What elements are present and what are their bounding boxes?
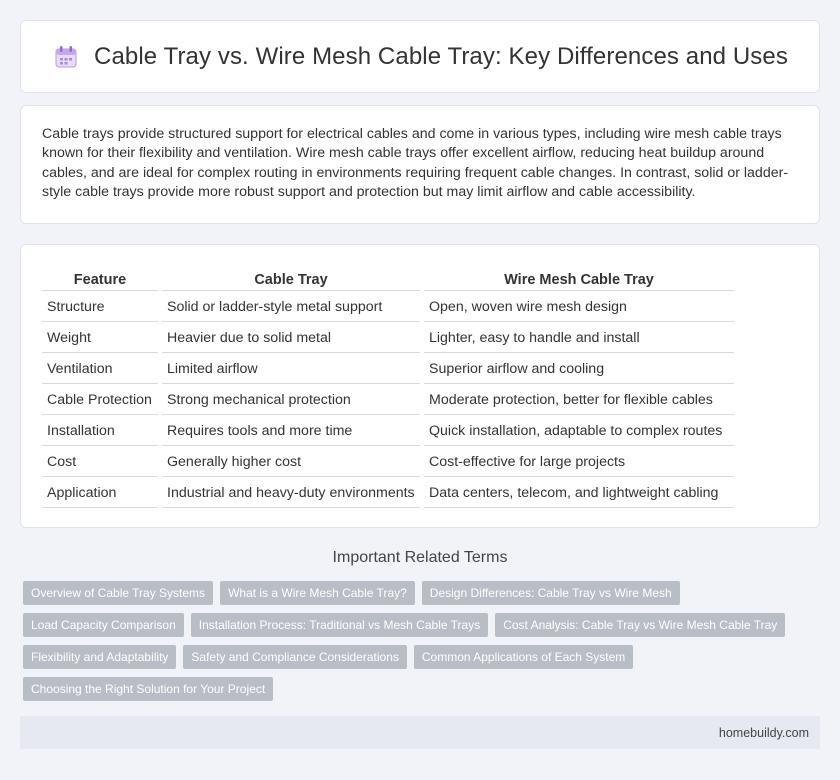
related-terms-title: Important Related Terms [332, 549, 508, 566]
comparison-card [20, 244, 820, 528]
table-row [42, 448, 734, 477]
cell-cable-tray: Limited airflow [162, 355, 420, 384]
related-tag[interactable]: Common Applications of Each System [414, 645, 633, 669]
related-tag[interactable]: Safety and Compliance Considerations [183, 645, 406, 669]
table-row [42, 479, 734, 508]
cell-feature: Weight [42, 324, 158, 353]
related-tag[interactable]: Choosing the Right Solution for Your Project [23, 677, 273, 701]
table-row [42, 386, 734, 415]
cell-wire-mesh: Open, woven wire mesh design [424, 293, 734, 322]
cell-feature: Cable Protection [42, 386, 158, 415]
title-wrap [52, 43, 788, 71]
cell-cable-tray: Strong mechanical protection [162, 386, 420, 415]
related-tag[interactable]: Installation Process: Traditional vs Mesh Cable Trays [191, 613, 488, 637]
cell-cable-tray: Solid or ladder-style metal support [162, 293, 420, 322]
cell-feature: Cost [42, 448, 158, 477]
cell-cable-tray: Heavier due to solid metal [162, 324, 420, 353]
related-tag[interactable]: Cost Analysis: Cable Tray vs Wire Mesh Cable Tray [495, 613, 785, 637]
header-wire-mesh: Wire Mesh Cable Tray [424, 269, 734, 291]
table-row [42, 324, 734, 353]
related-tag[interactable]: Flexibility and Adaptability [23, 645, 176, 669]
table-row [42, 417, 734, 446]
tag-row [23, 677, 813, 701]
table-row [42, 355, 734, 384]
cell-wire-mesh: Cost-effective for large projects [424, 448, 734, 477]
calendar-icon [52, 43, 80, 71]
cell-wire-mesh: Quick installation, adaptable to complex routes [424, 417, 734, 446]
cell-wire-mesh: Data centers, telecom, and lightweight cabling [424, 479, 734, 508]
cell-feature: Structure [42, 293, 158, 322]
table-header-row [42, 269, 734, 291]
comparison-table [38, 267, 738, 510]
footer [20, 716, 820, 749]
cell-cable-tray: Requires tools and more time [162, 417, 420, 446]
cell-wire-mesh: Lighter, easy to handle and install [424, 324, 734, 353]
cell-feature: Ventilation [42, 355, 158, 384]
header-feature: Feature [42, 269, 158, 291]
cell-wire-mesh: Moderate protection, better for flexible cables [424, 386, 734, 415]
related-tag[interactable]: Overview of Cable Tray Systems [23, 581, 213, 605]
table-row [42, 293, 734, 322]
related-tag[interactable]: Design Differences: Cable Tray vs Wire Mesh [422, 581, 680, 605]
tag-row [23, 645, 813, 669]
related-tag[interactable]: Load Capacity Comparison [23, 613, 184, 637]
header-cable-tray: Cable Tray [162, 269, 420, 291]
header-card [20, 20, 820, 93]
cell-feature: Installation [42, 417, 158, 446]
related-tag[interactable]: What is a Wire Mesh Cable Tray? [220, 581, 415, 605]
tag-row [23, 613, 813, 637]
page-title: Cable Tray vs. Wire Mesh Cable Tray: Key Differences and Uses [94, 42, 788, 70]
cell-cable-tray: Industrial and heavy-duty environments [162, 479, 420, 508]
intro-card [20, 105, 820, 224]
cell-cable-tray: Generally higher cost [162, 448, 420, 477]
tag-row [23, 581, 813, 605]
footer-site[interactable]: homebuildy.com [718, 725, 809, 740]
cell-wire-mesh: Superior airflow and cooling [424, 355, 734, 384]
related-terms-tags [23, 581, 813, 709]
intro-paragraph: Cable trays provide structured support for electrical cables and come in various types, including wire mesh cable trays known for their flexibility and ventilation. Wire mesh cable trays offer excellent airflow, reducing heat buildup around cables, and are ideal for complex routing in environments requiring frequent cable changes. In contrast, solid or ladder-style cable trays provide more robust support and protection but may limit airflow and cable accessibility. [42, 126, 789, 201]
cell-feature: Application [42, 479, 158, 508]
